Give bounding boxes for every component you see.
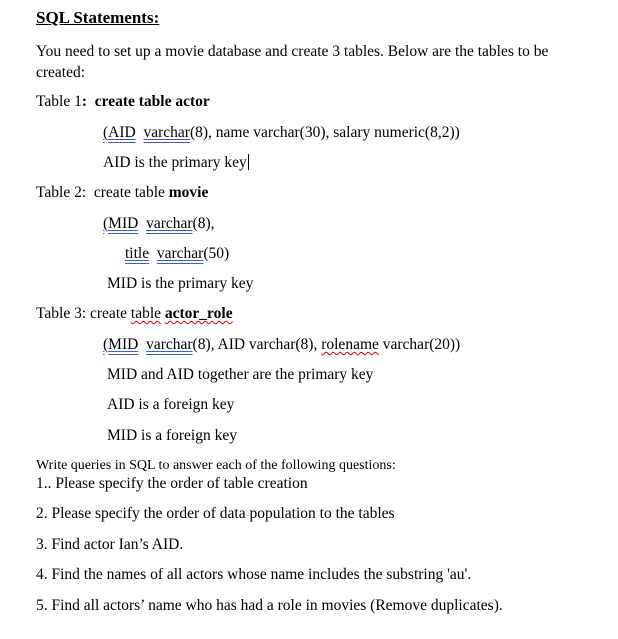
questions-intro: Write queries in SQL to answer each of the following questions:	[36, 458, 396, 473]
table2-mid-rest: (8),	[192, 215, 215, 232]
table1-pk	[103, 154, 249, 172]
table3-word-table: table	[130, 305, 162, 322]
table1-title: create table actor	[94, 93, 210, 110]
table2-mid-column	[103, 215, 214, 233]
question-item: 3. Find actor Ian’s AID.	[36, 536, 184, 553]
table3-cols-rest: varchar(20))	[382, 336, 461, 353]
table1-colon: :	[81, 93, 87, 110]
table3-cols-mid: (8), AID varchar(8),	[192, 336, 318, 353]
table2-mid-type: varchar	[146, 215, 193, 232]
table3-header	[36, 305, 233, 323]
table2-title-column	[125, 245, 229, 263]
table2-title-type: varchar	[156, 245, 204, 262]
document-heading: SQL Statements:	[36, 8, 160, 27]
table2-label: Table 2:	[36, 184, 87, 201]
table1-aid-type: varchar	[143, 124, 190, 141]
table1-label: Table 1	[36, 93, 82, 110]
table1-pk-text: AID is the primary key	[103, 154, 247, 171]
intro-paragraph: You need to set up a movie database and create 3 tables. Below are the tables to be created:	[36, 43, 549, 81]
table3-label: Table 3:	[36, 305, 87, 322]
table1-columns-rest: (8), name varchar(30), salary numeric(8,2))	[189, 124, 460, 141]
table2-title-rest: (50)	[203, 245, 230, 262]
table2-title-name: title	[125, 245, 150, 262]
question-item: 5. Find all actors’ name who has had a role in movies (Remove duplicates).	[36, 597, 503, 614]
table2-header	[36, 184, 208, 202]
table2-mid-open: (	[103, 215, 109, 232]
table1-columns	[103, 124, 460, 142]
table3-fk-mid: MID is a foreign key	[107, 427, 237, 444]
table3-mid-type: varchar	[146, 336, 193, 353]
table3-prefix: create	[90, 305, 128, 322]
table3-fk-aid: AID is a foreign key	[107, 396, 235, 413]
text-cursor	[248, 154, 249, 170]
table2-pk: MID is the primary key	[107, 275, 254, 292]
table3-cols-open: (	[103, 336, 109, 353]
table1-header	[36, 93, 210, 111]
question-item: 4. Find the names of all actors whose name includes the substring 'au'.	[36, 566, 472, 583]
table3-name: actor_role	[164, 305, 233, 322]
table1-columns-open: (	[103, 124, 109, 141]
question-item: 2. Please specify the order of data population to the tables	[36, 505, 395, 522]
table3-pk: MID and AID together are the primary key	[107, 366, 374, 383]
table3-mid-name: MID	[108, 336, 139, 353]
table2-name: movie	[168, 184, 209, 201]
table2-mid-name: MID	[108, 215, 139, 232]
table3-rolename: rolename	[321, 336, 379, 353]
table1-aid-name: AID	[108, 124, 136, 141]
table3-columns	[103, 336, 460, 354]
table2-prefix: create table	[93, 184, 165, 201]
question-item: 1.. Please specify the order of table creation	[36, 475, 308, 492]
